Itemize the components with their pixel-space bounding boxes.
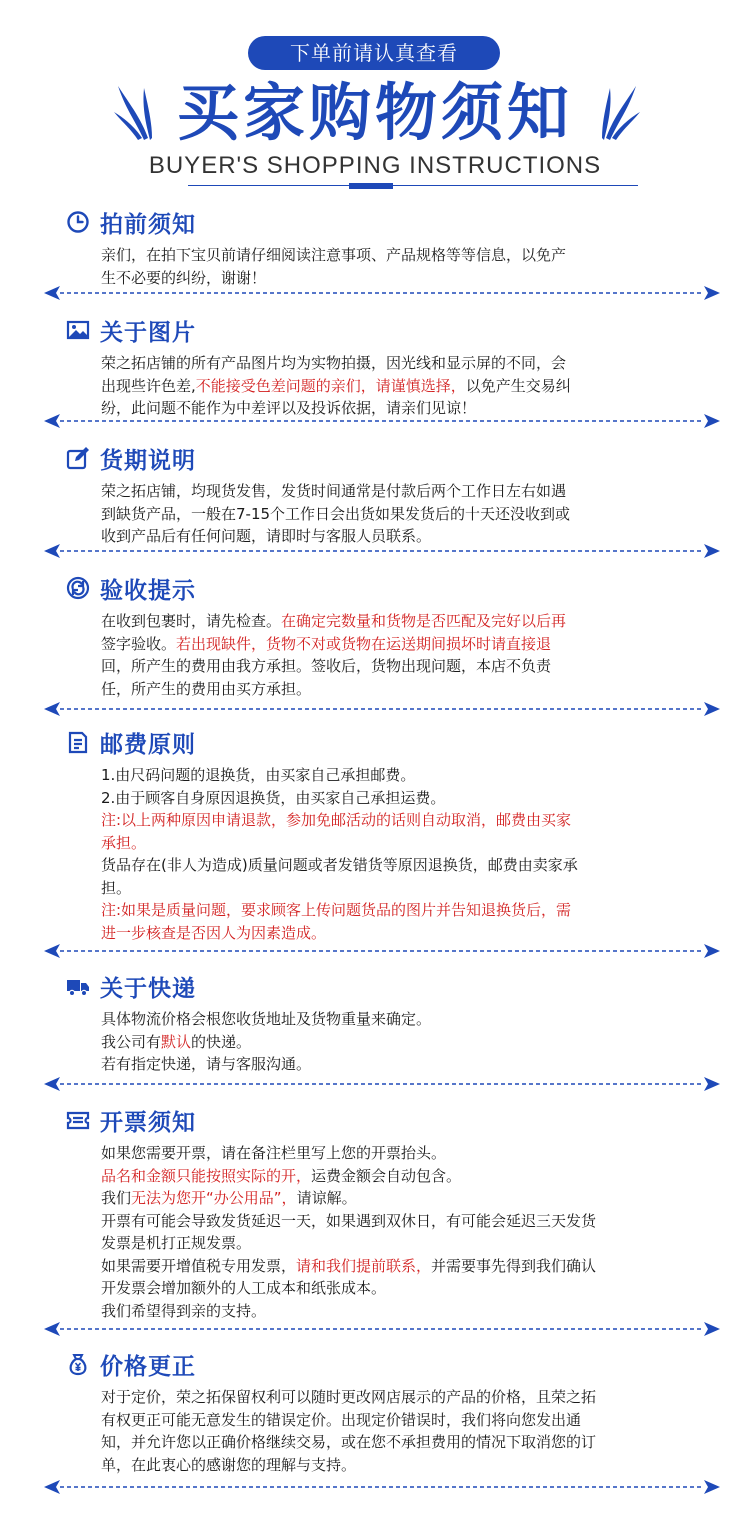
body-line xyxy=(101,1142,701,1165)
body-line xyxy=(101,899,701,922)
body-line xyxy=(101,1210,701,1233)
body-line xyxy=(101,922,701,945)
body-text: 以免产生交易纠 xyxy=(465,376,571,395)
body-text: 荣之拓店铺的所有产品图片均为实物拍摄，因光线和显示屏的不同，会 xyxy=(101,354,567,372)
section-header xyxy=(66,968,196,1004)
body-line xyxy=(101,809,701,832)
body-text: 我公司有 xyxy=(101,1032,162,1051)
body-text: 对于定价，荣之拓保留权利可以随时更改网店展示的产品的价格，且荣之拓 xyxy=(101,1388,597,1406)
section-title: 拍前须知 xyxy=(100,211,196,238)
highlight-text: 承担。 xyxy=(101,833,147,852)
body-line xyxy=(101,503,701,526)
section-header xyxy=(66,1346,196,1382)
highlight-text: 在确定完数量和货物是否匹配及完好以后再 xyxy=(281,612,567,630)
section-header xyxy=(66,204,196,240)
highlight-text: 品名和金额只能按照实际的开， xyxy=(101,1166,312,1185)
body-text: 如果您需要开票，请在备注栏里写上您的开票抬头。 xyxy=(101,1144,447,1162)
body-line xyxy=(101,1454,701,1477)
body-line xyxy=(101,764,701,787)
section-title: 验收提示 xyxy=(100,577,196,604)
section-header xyxy=(66,724,196,760)
body-text: 任，所产生的费用由买方承担。 xyxy=(101,679,312,698)
section-divider xyxy=(44,702,720,716)
body-text: 请谅解。 xyxy=(296,1189,357,1207)
body-line xyxy=(101,678,701,701)
body-text: 我们 xyxy=(101,1189,132,1207)
arrow-left-icon xyxy=(44,1322,60,1336)
body-text: 在收到包裹时，请先检查。 xyxy=(101,612,282,630)
section-title: 价格更正 xyxy=(100,1353,196,1380)
body-text: 货品存在(非人为造成)质量问题或者发错货等原因退换货，邮费由卖家承 xyxy=(101,856,578,874)
body-text: 我们希望得到亲的支持。 xyxy=(101,1301,267,1320)
body-line xyxy=(101,1409,701,1432)
body-line xyxy=(101,854,701,877)
body-text: 签字验收。 xyxy=(101,634,177,653)
arrow-left-icon xyxy=(44,702,60,716)
section-divider xyxy=(44,414,720,428)
body-line xyxy=(101,1187,701,1210)
section-divider xyxy=(44,1480,720,1494)
body-line xyxy=(101,1165,701,1188)
body-line xyxy=(101,1232,701,1255)
highlight-text: 默认 xyxy=(161,1032,192,1051)
body-line xyxy=(101,480,701,503)
highlight-text: 注:以上两种原因申请退款，参加免邮活动的话则自动取消，邮费由买家 xyxy=(101,811,572,829)
body-text: 若有指定快递，请与客服沟通。 xyxy=(101,1055,312,1073)
body-text: 有权更正可能无意发生的错误定价。出现定价错误时，我们将向您发出通 xyxy=(101,1410,582,1429)
section-header xyxy=(66,1102,196,1138)
section-body xyxy=(101,610,701,700)
body-line xyxy=(101,787,701,810)
right-leaf-decoration xyxy=(600,82,640,142)
arrow-right-icon xyxy=(704,944,720,958)
body-text: 回，所产生的费用由我方承担。签收后，货物出现问题，本店不负责 xyxy=(101,657,552,675)
arrow-right-icon xyxy=(704,286,720,300)
body-line xyxy=(101,1386,701,1409)
body-text: 如果需要开增值税专用发票， xyxy=(101,1256,297,1275)
body-text: 生不必要的纠纷，谢谢！ xyxy=(101,268,267,287)
body-text: 单，在此衷心的感谢您的理解与支持。 xyxy=(101,1455,357,1474)
body-line xyxy=(101,1053,701,1076)
arrow-left-icon xyxy=(44,1480,60,1494)
section-body xyxy=(101,1008,701,1076)
body-line xyxy=(101,1431,701,1454)
arrow-left-icon xyxy=(44,1077,60,1091)
body-text: 的快递。 xyxy=(191,1032,252,1051)
section-divider xyxy=(44,1322,720,1336)
section-divider xyxy=(44,1077,720,1091)
section-body xyxy=(101,1386,701,1476)
refresh-icon xyxy=(66,576,90,600)
arrow-right-icon xyxy=(704,1480,720,1494)
body-line xyxy=(101,352,701,375)
body-line xyxy=(101,244,701,267)
arrow-left-icon xyxy=(44,286,60,300)
section-body xyxy=(101,352,701,420)
highlight-text: 请和我们提前联系， xyxy=(296,1256,432,1275)
arrow-right-icon xyxy=(704,1322,720,1336)
arrow-right-icon xyxy=(704,1077,720,1091)
body-text: 2.由于顾客自身原因退换货，由买家自己承担运费。 xyxy=(101,788,446,807)
header-divider xyxy=(188,185,638,186)
body-text: 运费金额会自动包含。 xyxy=(311,1166,462,1185)
page-title: 买家购物须知 xyxy=(176,76,573,149)
body-line xyxy=(101,610,701,633)
highlight-text: 不能接受色差问题的亲们，请谨慎选择， xyxy=(195,376,466,395)
money-bag-icon xyxy=(66,1352,90,1376)
section-header xyxy=(66,312,196,348)
section-title: 关于快递 xyxy=(100,975,196,1002)
ticket-icon xyxy=(66,1108,90,1132)
body-line xyxy=(101,832,701,855)
clock-icon xyxy=(66,210,90,234)
section-divider xyxy=(44,944,720,958)
edit-icon xyxy=(66,446,90,470)
section-divider xyxy=(44,544,720,558)
page-subtitle: BUYER'S SHOPPING INSTRUCTIONS xyxy=(148,152,602,179)
section-title: 货期说明 xyxy=(100,447,196,474)
section-title: 关于图片 xyxy=(100,319,196,346)
body-line xyxy=(101,1255,701,1278)
section-divider xyxy=(44,286,720,300)
body-text: 知，并允许您以正确价格继续交易，或在您不承担费用的情况下取消您的订 xyxy=(101,1433,597,1451)
body-text: 荣之拓店铺，均现货发售，发货时间通常是付款后两个工作日左右如遇 xyxy=(101,482,567,500)
section-header xyxy=(66,440,196,476)
body-text: 亲们，在拍下宝贝前请仔细阅读注意事项、产品规格等等信息，以免产 xyxy=(101,246,567,264)
arrow-right-icon xyxy=(704,544,720,558)
body-text: 开发票会增加额外的人工成本和纸张成本。 xyxy=(101,1279,387,1297)
arrow-right-icon xyxy=(704,414,720,428)
body-text: 收到产品后有任何问题，请即时与客服人员联系。 xyxy=(101,527,432,545)
section-body xyxy=(101,480,701,548)
body-line xyxy=(101,633,701,656)
body-text: 开票有可能会导致发货延迟一天，如果遇到双休日，有可能会延迟三天发货 xyxy=(101,1211,597,1230)
truck-icon xyxy=(66,974,90,998)
body-text: 1.由尺码问题的退换货，由买家自己承担邮费。 xyxy=(101,766,416,784)
section-title: 邮费原则 xyxy=(100,731,196,758)
arrow-left-icon xyxy=(44,944,60,958)
body-text: 到缺货产品，一般在7-15个工作日会出货如果发货后的十天还没收到或 xyxy=(101,504,571,523)
body-line xyxy=(101,1277,701,1300)
section-title: 开票须知 xyxy=(100,1109,196,1136)
body-line xyxy=(101,655,701,678)
body-line xyxy=(101,1031,701,1054)
document-icon xyxy=(66,730,90,754)
image-icon xyxy=(66,318,90,342)
body-line xyxy=(101,1008,701,1031)
highlight-text: 若出现缺件，货物不对或货物在运送期间损坏时请直接退 xyxy=(176,634,552,653)
highlight-text: 无法为您开“办公用品”， xyxy=(131,1189,297,1207)
body-text: 并需要事先得到我们确认 xyxy=(431,1256,597,1275)
body-text: 担。 xyxy=(101,878,132,897)
body-text: 出现些许色差, xyxy=(101,376,196,395)
section-header xyxy=(66,570,196,606)
highlight-text: 注:如果是质量问题，要求顾客上传问题货品的图片并告知退换货后，需 xyxy=(101,901,572,919)
arrow-left-icon xyxy=(44,544,60,558)
section-body xyxy=(101,764,701,944)
section-body xyxy=(101,244,701,289)
highlight-text: 进一步核查是否因人为因素造成。 xyxy=(101,923,327,942)
body-line xyxy=(101,877,701,900)
body-text: 具体物流价格会根您收货地址及货物重量来确定。 xyxy=(101,1010,432,1028)
body-line xyxy=(101,375,701,398)
section-body xyxy=(101,1142,701,1322)
body-text: 发票是机打正规发票。 xyxy=(101,1234,252,1252)
body-line xyxy=(101,1300,701,1323)
arrow-right-icon xyxy=(704,702,720,716)
top-banner: 下单前请认真查看 xyxy=(248,36,500,70)
arrow-left-icon xyxy=(44,414,60,428)
header-divider-mark xyxy=(349,183,393,189)
body-text: 纷，此问题不能作为中差评以及投诉依据，请亲们见谅！ xyxy=(101,399,477,417)
